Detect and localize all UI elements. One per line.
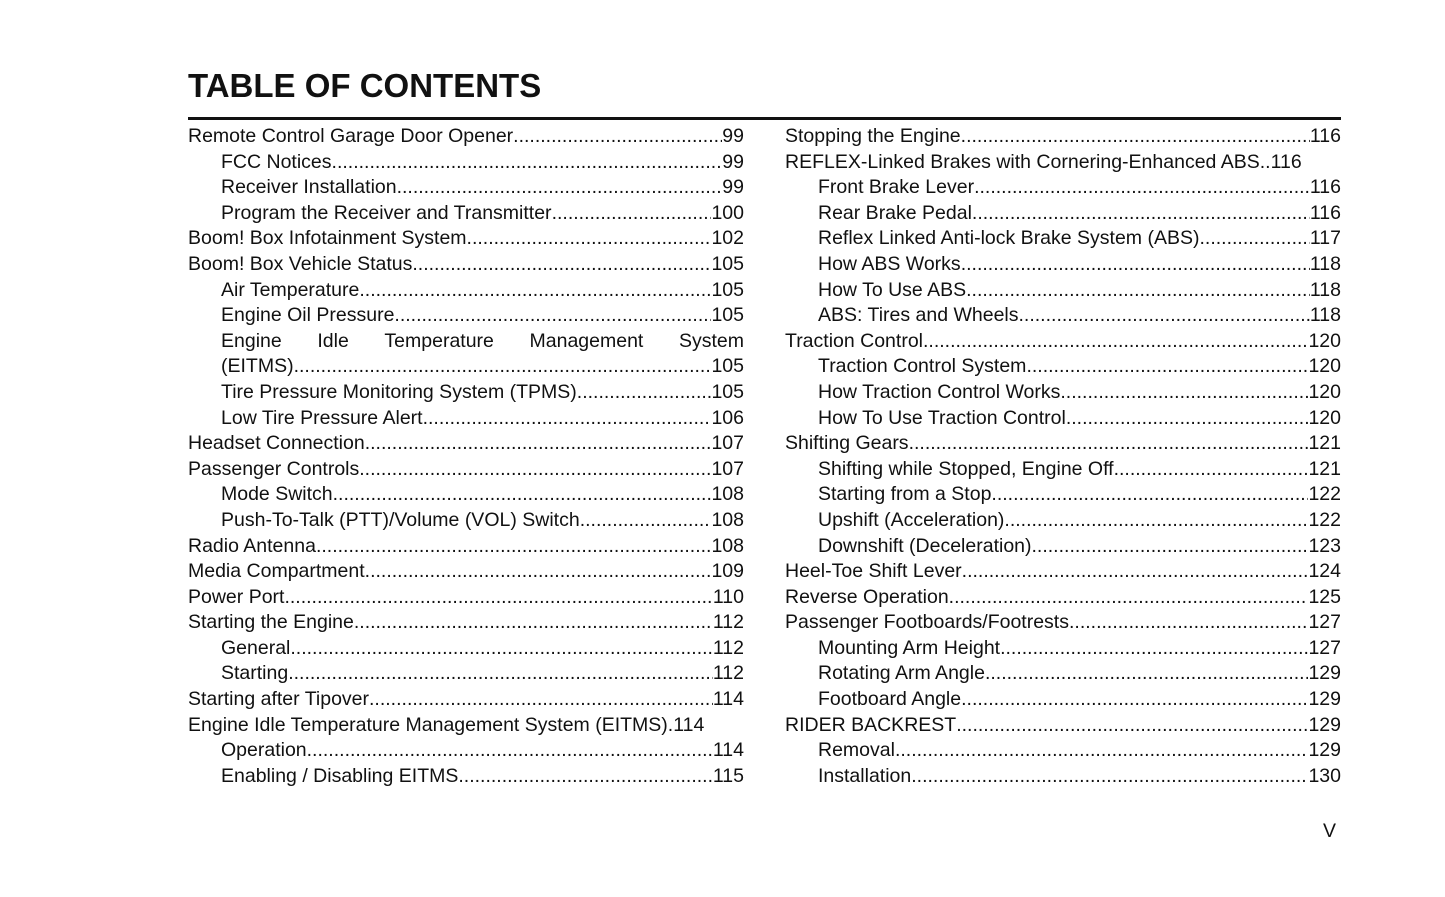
toc-entry-page: 116 xyxy=(1309,176,1341,199)
toc-entry-leader xyxy=(577,380,712,406)
toc-entry xyxy=(188,482,744,508)
toc-entry-page: 108 xyxy=(711,508,744,531)
toc-entry xyxy=(188,175,744,201)
toc-entry-page: 109 xyxy=(711,560,744,583)
toc-entry-title: Shifting while Stopped, Engine Off xyxy=(818,457,1114,480)
toc-left-column xyxy=(188,124,744,789)
toc-entry-title: How ABS Works xyxy=(818,252,961,275)
toc-entry xyxy=(785,175,1341,201)
toc-entry xyxy=(785,226,1341,252)
toc-entry-leader xyxy=(961,124,1310,150)
toc-entry-title xyxy=(221,329,744,355)
toc-entry-title: Heel-Toe Shift Lever xyxy=(785,560,962,583)
toc-entry-word: Idle xyxy=(317,329,349,352)
toc-entry-page: 106 xyxy=(711,406,744,429)
toc-entry-leader xyxy=(513,124,722,150)
toc-entry xyxy=(188,354,744,380)
toc-entry-title: (EITMS) xyxy=(221,355,294,378)
toc-entry xyxy=(785,303,1341,329)
toc-entry-title: Headset Connection xyxy=(188,432,365,455)
toc-entry-title: Traction Control xyxy=(785,329,923,352)
toc-entry xyxy=(785,534,1341,560)
toc-entry-leader xyxy=(911,764,1308,790)
toc-entry xyxy=(188,508,744,534)
toc-entry-leader xyxy=(307,738,713,764)
toc-entry-word: Management xyxy=(529,329,644,352)
toc-entry-title: Program the Receiver and Transmitter xyxy=(221,201,552,224)
toc-entry-leader xyxy=(1069,610,1308,636)
toc-entry-leader xyxy=(294,354,712,380)
toc-entry xyxy=(785,508,1341,534)
toc-entry-leader xyxy=(966,278,1310,304)
toc-entry-page: 118 xyxy=(1309,252,1341,275)
toc-entry-page: 120 xyxy=(1308,329,1341,352)
toc-entry-title: Mounting Arm Height xyxy=(818,636,1001,659)
toc-entry-title: ABS: Tires and Wheels xyxy=(818,304,1019,327)
toc-entry-leader xyxy=(423,406,712,432)
toc-entry-leader xyxy=(1026,354,1308,380)
toc-entry-page: 112 xyxy=(712,662,744,685)
toc-entry-leader xyxy=(1199,226,1309,252)
toc-entry-page: 114 xyxy=(712,688,744,711)
toc-entry-word: Temperature xyxy=(384,329,494,352)
toc-entry-leader xyxy=(333,482,712,508)
toc-entry-title: FCC Notices xyxy=(221,150,332,173)
toc-entry-leader xyxy=(956,713,1308,739)
toc-entry xyxy=(188,457,744,483)
toc-entry-leader xyxy=(991,482,1308,508)
toc-entry-title: General xyxy=(221,636,291,659)
toc-entry-leader xyxy=(909,431,1309,457)
toc-entry-leader xyxy=(923,329,1308,355)
toc-entry-page: 99 xyxy=(722,150,744,173)
toc-entry-leader xyxy=(580,508,712,534)
toc-entry xyxy=(785,610,1341,636)
toc-entry-leader xyxy=(397,175,723,201)
toc-entry-title: Engine Idle Temperature Management System (EITMS) xyxy=(188,713,668,736)
toc-entry-leader xyxy=(1114,457,1309,483)
toc-entry xyxy=(188,406,744,432)
toc-entry xyxy=(785,636,1341,662)
toc-entry-page: 116 xyxy=(1309,125,1341,147)
toc-entry xyxy=(785,482,1341,508)
toc-entry-page: 127 xyxy=(1308,611,1341,634)
toc-entry-title: Engine Oil Pressure xyxy=(221,304,395,327)
toc-entry-word: System xyxy=(678,329,744,352)
toc-entry xyxy=(785,252,1341,278)
toc-entry-title: Downshift (Deceleration) xyxy=(818,534,1032,557)
toc-entry-leader xyxy=(467,226,712,252)
toc-entry xyxy=(188,431,744,457)
toc-entry-title: Front Brake Lever xyxy=(818,176,975,199)
toc-entry xyxy=(785,354,1341,380)
toc-entry-leader xyxy=(369,687,713,713)
toc-entry xyxy=(188,201,744,227)
toc-entry-title: Air Temperature xyxy=(221,278,360,301)
toc-entry-leader xyxy=(316,534,712,560)
toc-entry xyxy=(188,278,744,304)
toc-entry-leader xyxy=(1060,380,1308,406)
toc-entry-leader xyxy=(1004,508,1308,534)
toc-entry-page: 118 xyxy=(1309,304,1341,327)
toc-entry-leader xyxy=(895,738,1309,764)
toc-entry-title: Reverse Operation xyxy=(785,585,949,608)
toc-entry-title: Starting from a Stop xyxy=(818,483,992,506)
toc-entry xyxy=(188,534,744,560)
toc-entry-leader xyxy=(972,201,1310,227)
toc-entry-leader xyxy=(962,559,1309,585)
toc-entry-page: 124 xyxy=(1308,560,1341,583)
toc-entry-title: Boom! Box Infotainment System xyxy=(188,227,467,250)
toc-entry xyxy=(188,226,744,252)
toc-entry-page: 121 xyxy=(1308,432,1341,455)
toc-entry-leader xyxy=(961,687,1308,713)
toc-entry-title: Enabling / Disabling EITMS xyxy=(221,764,459,787)
toc-entry-title: RIDER BACKREST xyxy=(785,713,957,736)
toc-entry-title: Starting after Tipover xyxy=(188,688,370,711)
toc-entry-title: Passenger Footboards/Footrests xyxy=(785,611,1069,634)
toc-entry-title: Mode Switch xyxy=(221,483,333,506)
toc-entry xyxy=(188,764,744,790)
toc-entry-leader xyxy=(412,252,711,278)
toc-entry-leader xyxy=(1032,534,1309,560)
toc-entry-page: 117 xyxy=(1309,227,1341,250)
toc-entry xyxy=(785,585,1341,611)
toc-entry-leader xyxy=(458,764,713,790)
toc-entry xyxy=(785,661,1341,687)
toc-entry-title: Removal xyxy=(818,739,895,762)
toc-entry-title: Installation xyxy=(818,764,912,787)
toc-entry-page: 120 xyxy=(1308,380,1341,403)
toc-entry-page: 99 xyxy=(722,125,744,147)
toc-entry-leader xyxy=(359,457,711,483)
toc-entry-title: Upshift (Acceleration) xyxy=(818,508,1005,531)
toc-entry-title: Passenger Controls xyxy=(188,457,360,480)
toc-entry xyxy=(188,559,744,585)
toc-entry xyxy=(188,303,744,329)
toc-entry-word: Engine xyxy=(221,329,282,352)
toc-entry-leader xyxy=(394,303,711,329)
toc-entry-title: Boom! Box Vehicle Status xyxy=(188,252,413,275)
toc-entry-leader: .. xyxy=(1259,150,1271,173)
toc-entry-page: 114 xyxy=(712,739,744,762)
toc-entry-leader xyxy=(365,559,712,585)
toc-entry xyxy=(785,201,1341,227)
toc-entry-page: 105 xyxy=(711,252,744,275)
toc-entry-title: Media Compartment xyxy=(188,560,365,583)
toc-entry xyxy=(188,610,744,636)
toc-entry-leader xyxy=(359,278,711,304)
toc-entry-page: 129 xyxy=(1308,713,1341,736)
toc-entry-page: 125 xyxy=(1308,585,1341,608)
toc-entry xyxy=(785,278,1341,304)
toc-entry-title: Rear Brake Pedal xyxy=(818,201,972,224)
toc-entry xyxy=(188,636,744,662)
toc-entry-title: Traction Control System xyxy=(818,355,1027,378)
toc-entry-leader xyxy=(365,431,712,457)
toc-entry-page: 116 xyxy=(1270,150,1302,173)
toc-entry-page: 116 xyxy=(1309,201,1341,224)
toc-entry-page: 105 xyxy=(711,355,744,378)
toc-entry-leader xyxy=(949,585,1309,611)
toc-entry-leader xyxy=(288,661,713,687)
toc-entry-page: 99 xyxy=(722,176,744,199)
toc-entry-title: Shifting Gears xyxy=(785,432,909,455)
toc-entry-title: Tire Pressure Monitoring System (TPMS) xyxy=(221,380,577,403)
toc-entry xyxy=(188,713,744,739)
toc-entry xyxy=(785,764,1341,790)
toc-entry-page: 100 xyxy=(711,201,744,224)
toc-entry-page: 107 xyxy=(711,457,744,480)
toc-entry-page: 105 xyxy=(711,380,744,403)
toc-entry xyxy=(188,252,744,278)
toc-entry-leader xyxy=(290,636,713,662)
toc-right-column xyxy=(785,124,1341,789)
toc-entry-page: 114 xyxy=(673,713,705,736)
toc-entry-page: 129 xyxy=(1308,688,1341,711)
toc-entry xyxy=(785,406,1341,432)
toc-entry-page: 127 xyxy=(1308,636,1341,659)
toc-entry-leader: . xyxy=(667,713,674,736)
toc-entry-page: 122 xyxy=(1308,483,1341,506)
toc-entry-page: 102 xyxy=(711,227,744,250)
toc-entry xyxy=(188,585,744,611)
toc-entry-leader xyxy=(552,201,712,227)
toc-entry-page: 112 xyxy=(712,611,744,634)
toc-entry xyxy=(188,150,744,176)
toc-entry xyxy=(188,380,744,406)
toc-entry-leader xyxy=(1066,406,1309,432)
toc-entry-leader xyxy=(284,585,712,611)
toc-entry-page: 105 xyxy=(711,278,744,301)
toc-entry xyxy=(785,380,1341,406)
toc-entry xyxy=(785,329,1341,355)
toc-entry xyxy=(785,687,1341,713)
toc-entry xyxy=(188,738,744,764)
toc-entry-page: 115 xyxy=(712,764,744,787)
toc-entry-title: How Traction Control Works xyxy=(818,380,1061,403)
page-number: V xyxy=(1323,820,1337,842)
toc-entry xyxy=(785,559,1341,585)
toc-entry-title: Starting xyxy=(221,662,289,685)
toc-entry-page: 108 xyxy=(711,534,744,557)
toc-entry xyxy=(785,713,1341,739)
toc-entry-title: How To Use Traction Control xyxy=(818,406,1066,429)
toc-entry-page: 112 xyxy=(712,636,744,659)
toc-entry-leader xyxy=(974,175,1310,201)
toc-entry xyxy=(785,124,1341,150)
toc-entry-title: REFLEX-Linked Brakes with Cornering-Enhanced ABS xyxy=(785,150,1260,173)
toc-entry-page: 129 xyxy=(1308,739,1341,762)
toc-entry xyxy=(188,329,744,355)
toc-entry-title: Footboard Angle xyxy=(818,688,962,711)
toc-entry-page: 123 xyxy=(1308,534,1341,557)
toc-entry-leader xyxy=(961,252,1310,278)
toc-entry xyxy=(785,457,1341,483)
toc-entry-title: Stopping the Engine xyxy=(785,125,961,147)
toc-entry-title: Push-To-Talk (PTT)/Volume (VOL) Switch xyxy=(221,508,580,531)
toc-entry-title: Reflex Linked Anti-lock Brake System (ABS) xyxy=(818,227,1200,250)
toc-entry-leader xyxy=(1000,636,1308,662)
toc-entry-page: 120 xyxy=(1308,406,1341,429)
toc-entry-title: Power Port xyxy=(188,585,285,608)
toc-entry-title: Starting the Engine xyxy=(188,611,354,634)
toc-entry xyxy=(785,150,1341,176)
toc-entry xyxy=(188,124,744,150)
toc-entry-leader xyxy=(985,661,1309,687)
toc-entry-page: 107 xyxy=(711,432,744,455)
toc-entry-leader xyxy=(332,150,723,176)
toc-entry-page: 122 xyxy=(1308,508,1341,531)
toc-entry-title: Receiver Installation xyxy=(221,176,397,199)
page-title: TABLE OF CONTENTS xyxy=(188,67,542,104)
title-rule xyxy=(188,117,1341,120)
toc-entry-page: 108 xyxy=(711,483,744,506)
toc-entry xyxy=(785,738,1341,764)
toc-entry xyxy=(785,431,1341,457)
toc-entry-leader xyxy=(1019,303,1310,329)
toc-entry-title: Radio Antenna xyxy=(188,534,316,557)
toc-entry-page: 110 xyxy=(712,585,744,608)
toc-entry-title: How To Use ABS xyxy=(818,278,967,301)
toc-entry xyxy=(188,661,744,687)
toc-entry-title: Operation xyxy=(221,739,307,762)
toc-entry-page: 105 xyxy=(711,304,744,327)
toc-entry-page: 129 xyxy=(1308,662,1341,685)
toc-entry-page: 118 xyxy=(1309,278,1341,301)
toc-entry xyxy=(188,687,744,713)
toc-entry-page: 130 xyxy=(1308,764,1341,787)
toc-entry-leader xyxy=(354,610,713,636)
toc-entry-page: 120 xyxy=(1308,355,1341,378)
toc-entry-page: 121 xyxy=(1308,457,1341,480)
toc-entry-title: Rotating Arm Angle xyxy=(818,662,985,685)
toc-entry-title: Low Tire Pressure Alert xyxy=(221,406,423,429)
toc-entry-title: Remote Control Garage Door Opener xyxy=(188,125,514,147)
